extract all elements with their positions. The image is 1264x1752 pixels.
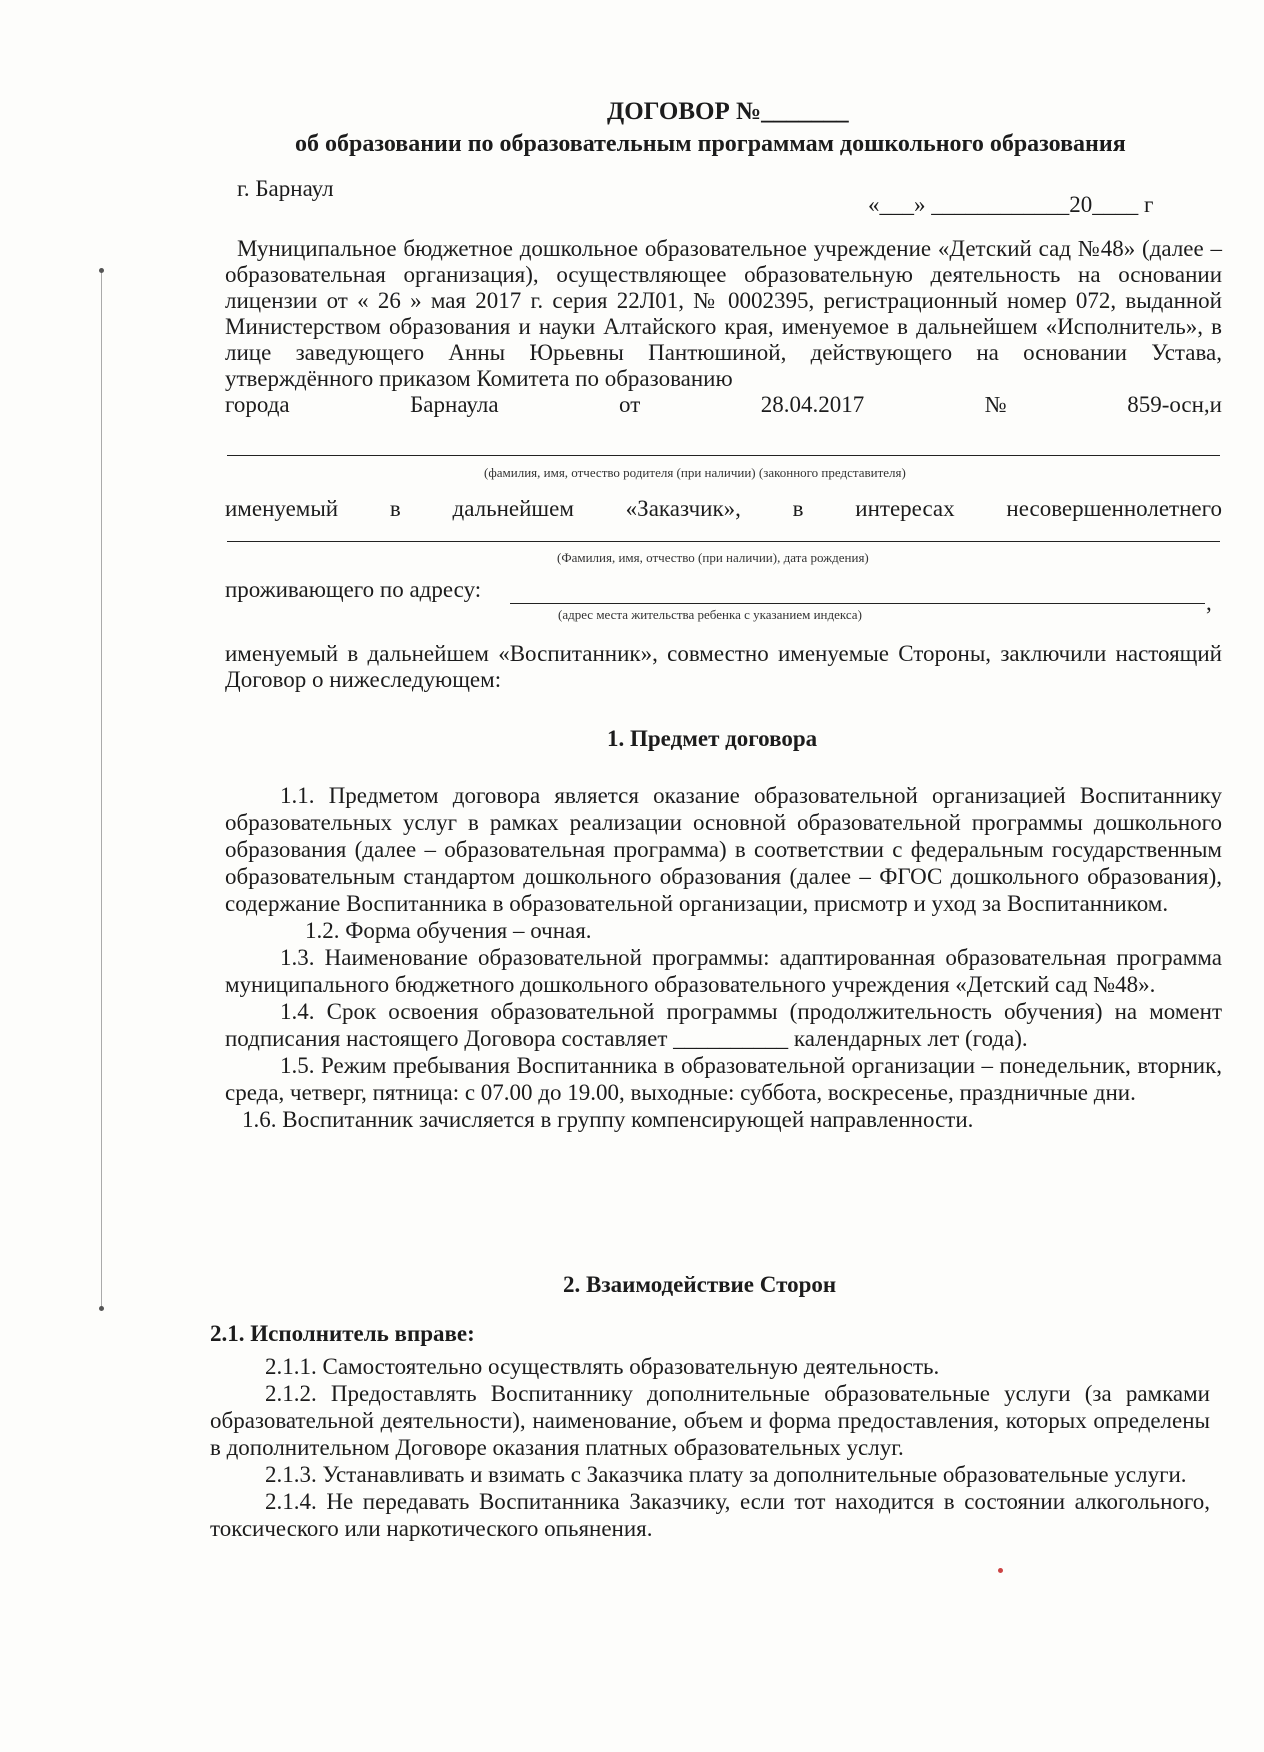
customer-word: несовершеннолетнего — [1006, 496, 1222, 521]
customer-line — [225, 496, 1222, 522]
section2-item: 2.1.4. Не передавать Воспитанника Заказчику, если тот находится в состоянии алкогольного, токсического или наркотического опьянения. — [210, 1489, 1210, 1541]
address-label: проживающего по адресу: — [225, 577, 482, 602]
intro-text: Муниципальное бюджетное дошкольное образовательное учреждение «Детский сад №48» (далее – образовательная организация), осуществляющее образовательную деятельность на основании лицензии от « 26 » мая 2017 г. серия 22Л01, № 0002395, регистрационный номер 072, выданной Министерством образования и науки Алтайского края, именуемое в дальнейшем «Исполнитель», в лице заведующего Анны Юрьевны Пантюшиной, действующего на основании Устава, утверждённого приказом Комитета по образованию — [225, 236, 1222, 391]
customer-word: интересах — [855, 496, 955, 521]
intro-paragraph — [225, 236, 1222, 418]
intro-word: от — [619, 392, 641, 417]
section1-item: 1.4. Срок освоения образовательной программы (продолжительность обучения) на момент подписания настоящего Договора составляет __________ календарных лет (года). — [225, 999, 1222, 1051]
punch-hole-top — [99, 268, 104, 273]
ink-mark — [998, 1568, 1003, 1573]
intro-word: № — [984, 392, 1007, 417]
punch-hole-bottom — [99, 1306, 104, 1311]
intro-word: Барнаула — [410, 392, 499, 417]
section1-heading: 1. Предмет договора — [607, 726, 818, 751]
section2-body — [210, 1353, 1210, 1542]
intro-last-line — [225, 392, 1222, 418]
parent-name-field[interactable] — [227, 455, 1220, 456]
intro-word: 859-осн,и — [1127, 392, 1222, 417]
section2-item: 2.1.1. Самостоятельно осуществлять образовательную деятельность. — [265, 1354, 940, 1379]
customer-word: в — [792, 496, 804, 521]
intro-word: 28.04.2017 — [760, 392, 865, 417]
customer-word: в — [389, 496, 401, 521]
section2-subheading: 2.1. Исполнитель вправе: — [210, 1321, 475, 1346]
contract-date: «___» ____________20____ г — [868, 192, 1154, 217]
binding-thread — [101, 270, 102, 1308]
customer-word: дальнейшем — [452, 496, 574, 521]
closing-paragraph: именуемый в дальнейшем «Воспитанник», совместно именуемые Стороны, заключили настоящий Договор о нижеследующем: — [225, 641, 1222, 692]
section1-item: 1.6. Воспитанник зачисляется в группу компенсирующей направленности. — [242, 1107, 974, 1132]
address-field[interactable] — [510, 603, 1205, 604]
child-name-caption: (Фамилия, имя, отчество (при наличии), дата рождения) — [557, 550, 869, 565]
city: г. Барнаул — [237, 176, 334, 201]
section1-body — [225, 782, 1222, 1133]
section2-item: 2.1.2. Предоставлять Воспитаннику дополнительные образовательные услуги (за рамками образовательной деятельности), наименование, объем и форма предоставления, которых определены в дополнительном Договоре оказания платных образовательных услуг. — [210, 1381, 1210, 1460]
address-comma: , — [1206, 590, 1212, 615]
section1-item: 1.3. Наименование образовательной программы: адаптированная образовательная программа муниципального бюджетного дошкольного образовательного учреждения «Детский сад №48». — [225, 945, 1222, 997]
section2-heading: 2. Взаимодействие Сторон — [563, 1272, 837, 1297]
customer-word: именуемый — [225, 496, 339, 521]
parent-name-caption: (фамилия, имя, отчество родителя (при наличии) (законного представителя) — [484, 465, 906, 480]
child-name-field[interactable] — [227, 541, 1220, 542]
address-caption: (адрес места жительства ребенка с указанием индекса) — [558, 607, 862, 622]
section1-item: 1.5. Режим пребывания Воспитанника в образовательной организации – понедельник, вторник, среда, четверг, пятница: с 07.00 до 19.00, выходные: суббота, воскресенье, праздничные дни. — [225, 1053, 1222, 1105]
intro-word: города — [225, 392, 290, 417]
section2-item: 2.1.3. Устанавливать и взимать с Заказчика плату за дополнительные образовательные услуги. — [265, 1462, 1187, 1487]
contract-title: ДОГОВОР №_______ — [607, 98, 849, 125]
customer-word: «Заказчик», — [625, 496, 741, 521]
contract-subtitle: об образовании по образовательным программам дошкольного образования — [295, 131, 1126, 157]
section1-item: 1.1. Предметом договора является оказание образовательной организацией Воспитаннику образовательных услуг в рамках реализации основной образовательной программы дошкольного образования (далее – образовательная программа) в соответствии с федеральным государственным образовательным стандартом дошкольного образования (далее – ФГОС дошкольного образования), содержание Воспитанника в образовательной организации, присмотр и уход за Воспитанником. — [225, 783, 1222, 916]
section1-item: 1.2. Форма обучения – очная. — [305, 918, 592, 943]
